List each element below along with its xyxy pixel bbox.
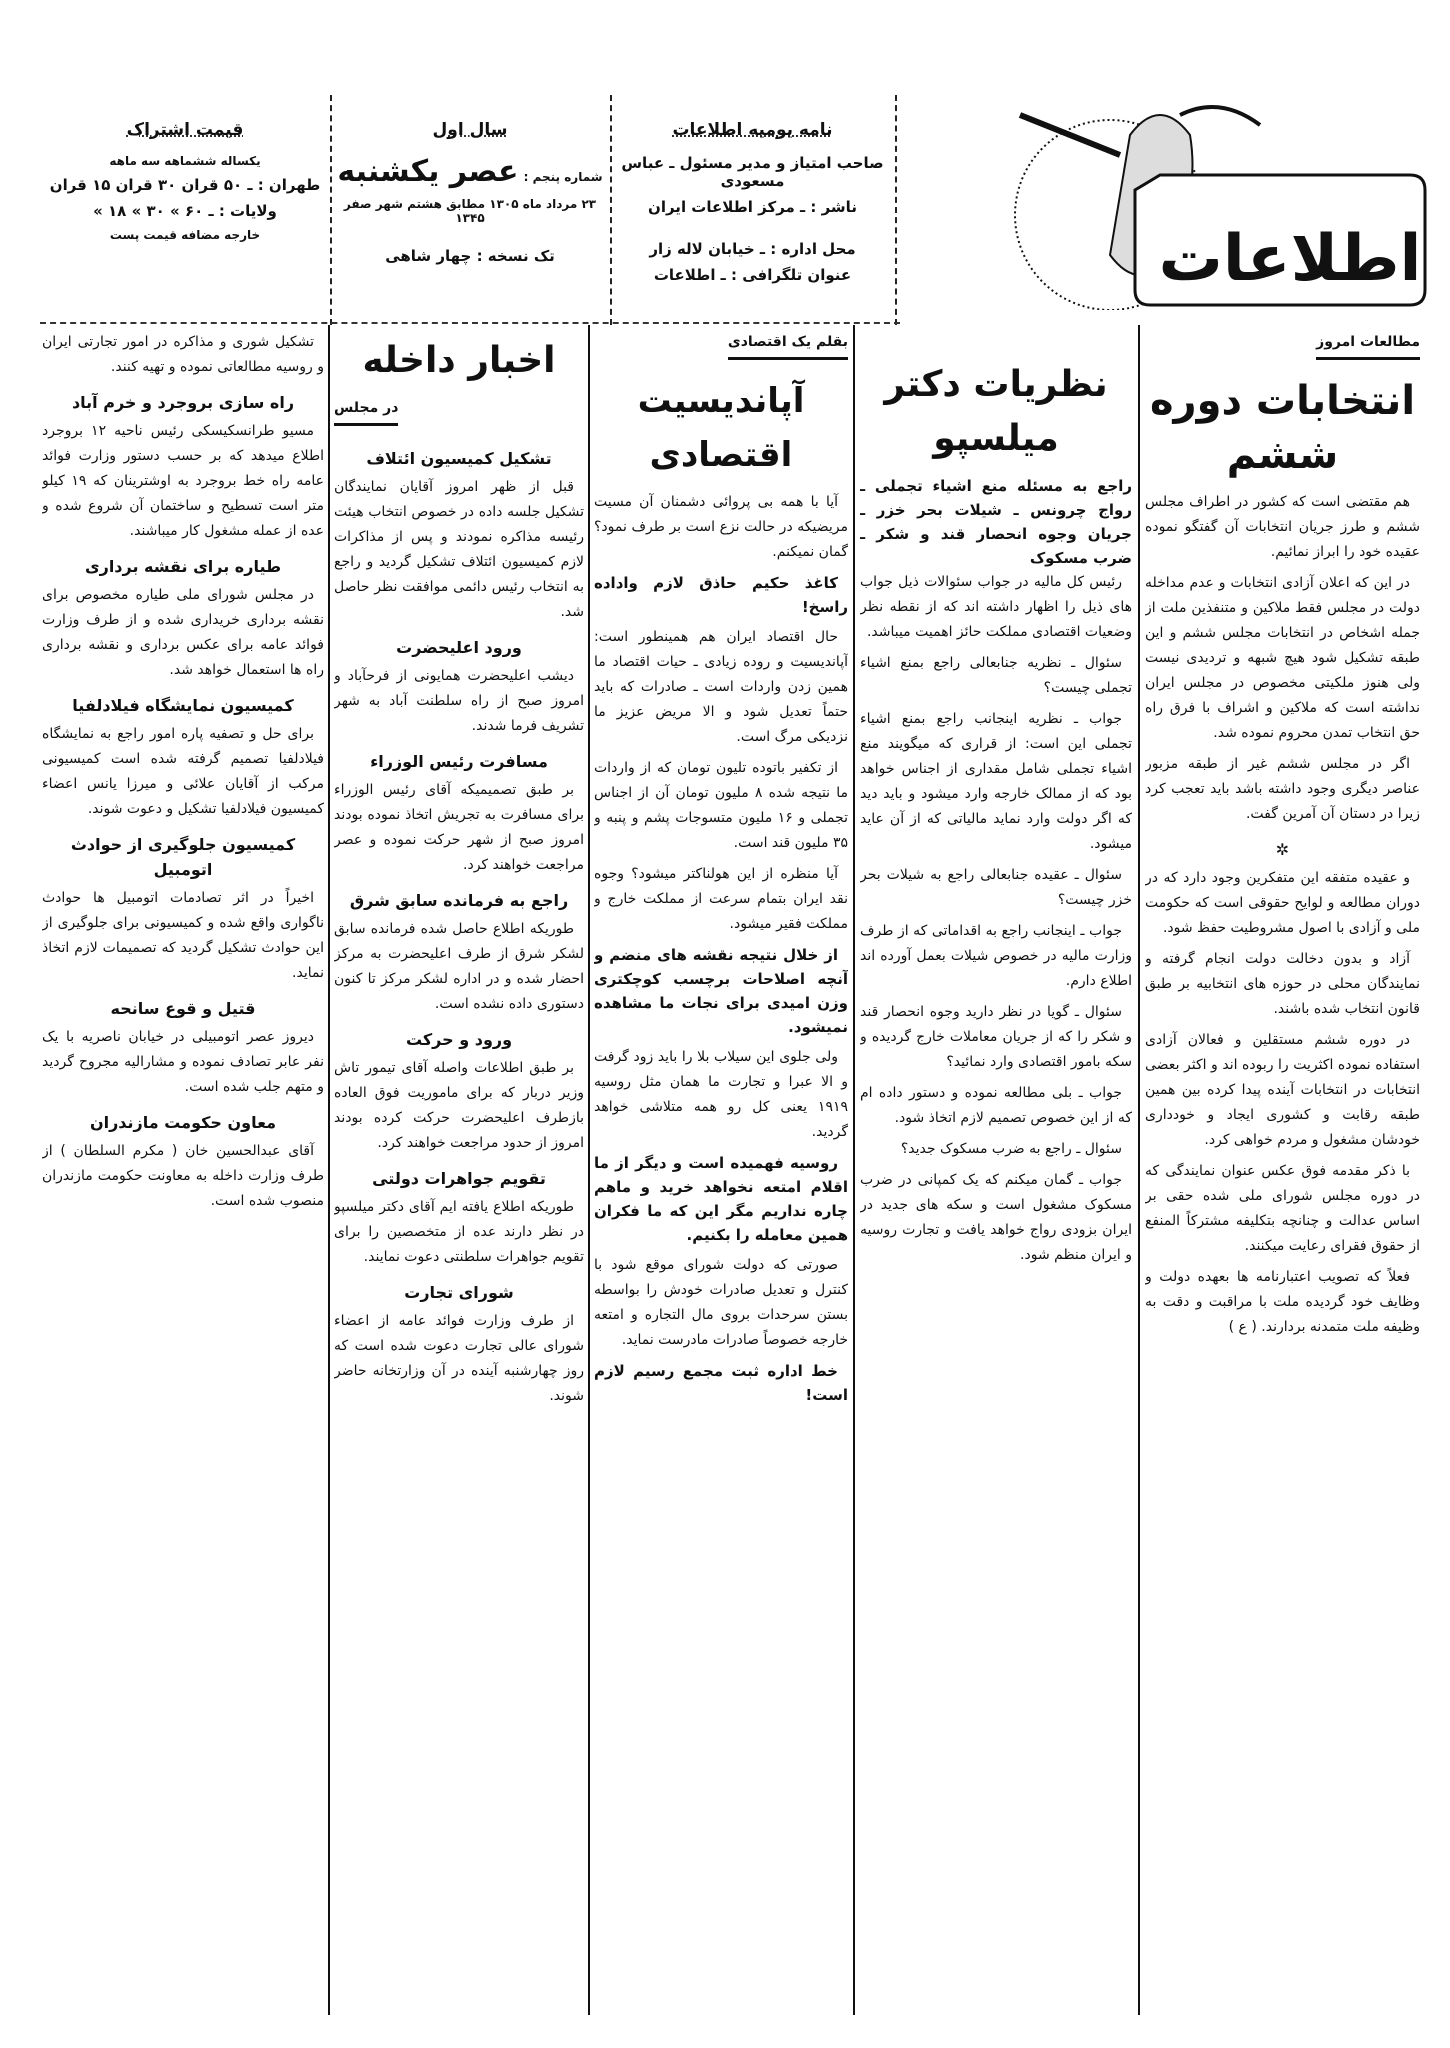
paragraph: آیا با همه بی پروائی دشمنان آن مسیت مریضیکه در حالت نزع است بر طرف نمود؟ گمان نمیکنم.: [594, 494, 848, 560]
column-rule: [853, 325, 855, 2015]
owner-line: صاحب امتیاز و مدیر مسئول ـ عباس مسعودی: [621, 154, 884, 190]
issue-date: ۲۳ مرداد ماه ۱۳۰۵ مطابق هشتم شهر صفر ۱۳۴۵: [343, 197, 597, 225]
publisher-box: [615, 120, 890, 292]
news-title: تقویم جواهرات دولتی: [372, 1169, 546, 1188]
paragraph: آزاد و بدون دخالت دولت انجام گرفته و نمایندگان محلی در حوزه های انتخابیه بر طبق قانون انتخاب شده باشند.: [1145, 951, 1420, 1017]
paragraph: جواب ـ اینجانب راجع به اقداماتی که از طرف وزارت مالیه در خصوص شیلات بعمل آورده اند اطلاع دارم.: [860, 923, 1132, 989]
news-text: بر طبق اطلاعات واصله آقای تیمور تاش وزیر دربار که برای ماموریت فوق العاده بازطرف اعلیحضرت حرکت کرده بودند امروز از حدود مراجعت خواهند کرد.: [334, 1060, 584, 1151]
column-rule: [1138, 325, 1140, 2015]
paragraph: جواب ـ نظریه اینجانب راجع بمنع اشیاء تجملی این است: از قراری که میگویند منع اشیاء تجملی شامل مقداری از اجناس خواهد بود که از ممالک خارجه وارد میشود و باید دید که اگر دولت وارد نماید مالیاتی که از آن عاید میشود.: [860, 711, 1132, 852]
headline: نظریات دکتر میلسپو: [884, 364, 1108, 459]
paragraph: از خلال نتیجه نقشه های منضم و آنچه اصلاحات برچسب کوچکتری وزن امیدی برای نجات ما مشاهده نمیشود.: [594, 946, 848, 1036]
news-title: ورود اعلیحضرت: [396, 638, 522, 657]
divider: [330, 95, 332, 325]
section-label: در مجلس: [334, 396, 398, 426]
paragraph: سئوال ـ راجع به ضرب مسکوک جدید؟: [900, 1141, 1122, 1157]
divider: [610, 95, 612, 325]
news-text: از طرف وزارت فوائد عامه از اعضاء شورای عالی تجارت دعوت شده است که روز چهارشنبه آینده در آن وزارتخانه حاضر شوند.: [334, 1313, 584, 1404]
headline: آپاندیسیت اقتصادی: [637, 381, 805, 475]
news-title: کمیسیون جلوگیری از حوادث اتومبیل: [70, 835, 296, 879]
news-text: طوریکه اطلاع حاصل شده فرمانده سابق لشکر شرق از طرف اعلیحضرت به مرکز احضار شده و در اداره لشکر مرکز تا کنون دستوری داده نشده است.: [334, 921, 584, 1012]
paper-name: عصر یکشنبه: [337, 154, 519, 189]
news-text: آقای عبدالحسین خان ( مکرم السلطان ) از طرف وزارت داخله به معاونت حکومت مازندران منصوب شده است.: [42, 1143, 324, 1209]
news-title: مسافرت رئیس الوزراء: [370, 752, 548, 771]
news-title: معاون حکومت مازندران: [89, 1113, 277, 1132]
paragraph: اگر در مجلس ششم غیر از طبقه مزبور عناصر دیگری وجود داشته باشد باید تعجب کرد زیرا در دستان آن آمرین گفت.: [1145, 756, 1420, 822]
news-text: اخیراً در اثر تصادمات اتومبیل ها حوادث ناگواری واقع شده و کمیسیونی برای جلوگیری از این حوادث تشکیل گردید که تصمیمات لازم اتخاذ نماید.: [42, 890, 324, 981]
newspaper-logo: [960, 95, 1430, 310]
paragraph: ولی جلوی این سیلاب بلا را باید زود گرفت و الا عبرا و تجارت ما همان مثل روسیه ۱۹۱۹ یعنی کل رو همه متلاشی خواهد گردید.: [594, 1049, 848, 1140]
news-text: بر طبق تصمیمیکه آقای رئیس الوزراء برای مسافرت به تجریش اتخاذ نموده بودند امروز صبح از شهر حرکت نموده و عصر مراجعت خواهند کرد.: [334, 782, 584, 873]
publisher-title: نامه یومیه اطلاعات: [672, 120, 833, 140]
domestic-news-continued: [42, 330, 324, 2010]
paragraph: از تکفیر باتوده تلیون تومان که از واردات ما نتیجه شده ۸ ملیون تومان آن از اجناس تجملی و ۱۶ ملیون متسوجات پشم و پنبه و ۳۵ ملیون قند است.: [594, 760, 848, 851]
paragraph: فعلاً که تصویب اعتبارنامه ها بعهده دولت و وظایف خود گردیده ملت با مراقبت و دقت به وظیفه ملت متمدنه بردارند. ( ع ): [1145, 1269, 1420, 1335]
news-title: کمیسیون نمایشگاه فیلادلفیا: [72, 696, 294, 715]
subscription-box: [45, 120, 325, 250]
news-title: تشکیل کمیسیون ائتلاف: [366, 449, 552, 468]
news-title: راجع به فرمانده سابق شرق: [349, 891, 569, 910]
header-rule: [40, 322, 900, 324]
logo-text: اطلاعات: [1158, 222, 1422, 296]
kicker: مطالعات امروز: [1316, 330, 1420, 360]
domestic-news: [334, 330, 584, 2010]
subscription-title: قیمت اشتراک: [126, 120, 244, 140]
paragraph: با ذکر مقدمه فوق عکس عنوان نمایندگی که در دوره مجلس شورای ملی شده حقی بر اساس عدالت و چنانچه بتکلیفه مشترکاً المنفع از حقوق فقرای رعایت میکنند.: [1145, 1163, 1420, 1254]
divider: [895, 95, 897, 325]
star-divider: ✲: [1275, 840, 1290, 859]
headline: اخبار داخله: [362, 340, 556, 381]
paragraph: در دوره ششم مستقلین و فعالان آزادی استفاده نموده اکثریت را ربوده اند و اکثر بعضی انتخابات در انتخابات آینده پیدا کرده بین همین طبقه رقابت و کشوری ایجاد و خودداری خودشان مشغول و مردم خواهی کرد.: [1145, 1032, 1420, 1148]
paragraph: هم مقتضی است که کشور در اطراف مجلس ششم و طرز جریان انتخابات آن گفتگو نموده عقیده خود را ابراز نمائیم.: [1145, 494, 1420, 560]
publisher-line: ناشر : ـ مرکز اطلاعات ایران: [648, 198, 857, 216]
kicker: بقلم یک اقتصادی: [728, 330, 848, 360]
news-title: راه سازی بروجرد و خرم آباد: [71, 393, 295, 412]
paragraph: در این که اعلان آزادی انتخابات و عدم مداخله دولت در مجلس فقط ملاکین و متنفذین ملت از جمله اشخاص در انتخابات مجلس ششم و این طبقه تشکیل شود هیچ شبهه و تردیدی نیست ولی هنوز ملکیتی مخصوص در مجلس ایران نداشته است که ملاکین و اشراف با فرق راه حق انتخاب تمدن محروم نموده شد.: [1145, 575, 1420, 741]
paragraph: حال اقتصاد ایران هم همینطور است: آپاندیسیت و روده زیادی ـ حیات اقتصاد ما همین زدن واردات است ـ صادرات که باید حتماً تعدیل شود و الا مریض عزیز ما نزدیکی مرگ است.: [594, 629, 848, 745]
paragraph: آیا منظره از این هولناکتر میشود؟ وجوه نقد ایران بتمام سرعت از مملکت خارج و مملکت فقیر میشود.: [594, 866, 848, 932]
column-rule: [588, 325, 590, 2015]
paragraph: خط اداره ثبت مجمع رسیم لازم است!: [594, 1362, 848, 1404]
paragraph: سئوال ـ گویا در نظر دارید وجوه انحصار قند و شکر را که از جریان معاملات خارج گردیده و سکه بامور اقتصادی وارد نمائید؟: [860, 1004, 1132, 1070]
news-text: تشکیل شوری و مذاکره در امور تجارتی ایران و روسیه مطالعاتی نموده و تهیه کنند.: [42, 334, 324, 375]
news-title: ورود و حرکت: [405, 1030, 513, 1049]
paragraph: رئیس کل مالیه در جواب سئوالات ذیل جواب های ذیل را اظهار داشته اند که از نقطه نظر وضعیات اقتصادی مملکت حائز اهمیت میباشد.: [860, 574, 1132, 640]
news-text: طوریکه اطلاع یافته ایم آقای دکتر میلسپو در نظر دارند عده از متخصصین را برای تقویم جواهرات سلطنتی دعوت نمایند.: [334, 1199, 584, 1265]
subscription-periods: یکساله ششماهه سه ماهه: [109, 154, 261, 168]
paragraph: صورتی که دولت شورای موقع شود با کنترل و تعدیل صادرات خودش را بواسطه بستن سرحدات بروی مال التجاره و امتعه خارجه خصوصاً صادرات مادرست نماید.: [594, 1257, 848, 1348]
article-elections: [1145, 330, 1420, 2010]
year-label: سال اول: [432, 120, 508, 140]
news-title: طیاره برای نقشه برداری: [84, 557, 282, 576]
paragraph: کاغذ حکیم حاذق لازم واداده راسخ!: [594, 574, 848, 616]
telegraph-line: عنوان تلگرافی : ـ اطلاعات: [653, 266, 852, 284]
article-appendicitis: [594, 330, 848, 2010]
news-title: شورای تجارت: [404, 1283, 514, 1302]
office-line: محل اداره : ـ خیابان لاله زار: [649, 240, 856, 258]
deck: راجع به مسئله منع اشیاء تجملی ـ رواج چرونس ـ شیلات بحر خزر ـ جریان وجوه انحصار قند و شکر ـ ضرب مسکوک: [860, 477, 1132, 567]
paragraph: جواب ـ بلی مطالعه نموده و دستور داده ام که از این خصوص تصمیم لازم اتخاذ شود.: [860, 1085, 1132, 1126]
paragraph: و عقیده متفقه این متفکرین وجود دارد که در دوران مطالعه و لوایح حقوقی است که حکومت ملی و آزادی با اصول مشروطیت حفظ شود.: [1145, 870, 1420, 936]
single-copy-price: تک نسخه : چهار شاهی: [385, 247, 555, 265]
abroad-price: خارجه مضافه قیمت پست: [109, 228, 261, 242]
article-millspaugh: [860, 330, 1132, 2010]
headline: انتخابات دوره ششم: [1149, 378, 1416, 478]
news-text: برای حل و تصفیه پاره امور راجع به نمایشگاه فیلادلفیا تصمیم گرفته شده است کمیسیونی مرکب از آقایان علائی و میرزا یانس اعضاء کمیسیون فیلادلفیا تشکیل و دعوت شوند.: [42, 726, 324, 817]
paragraph: سئوال ـ عقیده جنابعالی راجع به شیلات بحر خزر چیست؟: [860, 867, 1132, 908]
news-text: دیشب اعلیحضرت همایونی از فرحآباد و امروز صبح از راه سلطنت آباد به شهر تشریف فرما شدند.: [334, 668, 584, 734]
column-rule: [328, 325, 330, 2015]
news-text: در مجلس شورای ملی طیاره مخصوص برای نقشه برداری خریداری شده و از طرف وزارت فوائد عامه برای عکس برداری و نقشه برداری راه ها استعمال خواهد شد.: [42, 587, 324, 678]
issue-box: [335, 120, 605, 273]
paragraph: سئوال ـ نظریه جنابعالی راجع بمنع اشیاء تجملی چیست؟: [860, 655, 1132, 696]
paragraph: جواب ـ گمان میکنم که یک کمپانی در ضرب مسکوک مشغول است و سکه های جدید در ایران بزودی رواج خواهد یافت و تجارت روسیه و ایران منظم شود.: [860, 1172, 1132, 1263]
paragraph: روسیه فهمیده است و دیگر از ما اقلام امتعه نخواهد خرید و ماهم چاره نداریم مگر این که ما فکران همین معامله را بکنیم.: [594, 1154, 848, 1244]
issue-number: شماره پنجم :: [523, 170, 603, 184]
news-text: مسیو طرانسکیسکی رئیس ناحیه ۱۲ بروجرد اطلاع میدهد که بر حسب دستور وزارت فوائد عامه راه خط بروجرد به اوشترینان که ۱۹ کیلو متر است تسطیح و ساختمان آن شروع شده و عده از عمله مشغول کار میباشند.: [42, 423, 324, 539]
tehran-price: طهران : ـ ۵۰ قران ۳۰ قران ۱۵ قران: [49, 176, 321, 194]
provinces-price: ولایات : ـ ۶۰ » ۳۰ » ۱۸ »: [93, 202, 277, 220]
news-text: قبل از ظهر امروز آقایان نمایندگان تشکیل جلسه داده در خصوص انتخاب هیئت رئیسه مذاکره نمودند و پس از مذاکرات لازم کمیسیون ائتلاف تشکیل گردید و راجع به انتخاب رئیس دائمی موافقت نظر حاصل شد.: [334, 479, 584, 620]
news-text: دیروز عصر اتومبیلی در خیابان ناصریه با یک نفر عابر تصادف نموده و مشارالیه مجروح گردید و متهم جلب شده است.: [42, 1029, 324, 1095]
news-title: قتیل و قوع سانحه: [110, 999, 256, 1018]
